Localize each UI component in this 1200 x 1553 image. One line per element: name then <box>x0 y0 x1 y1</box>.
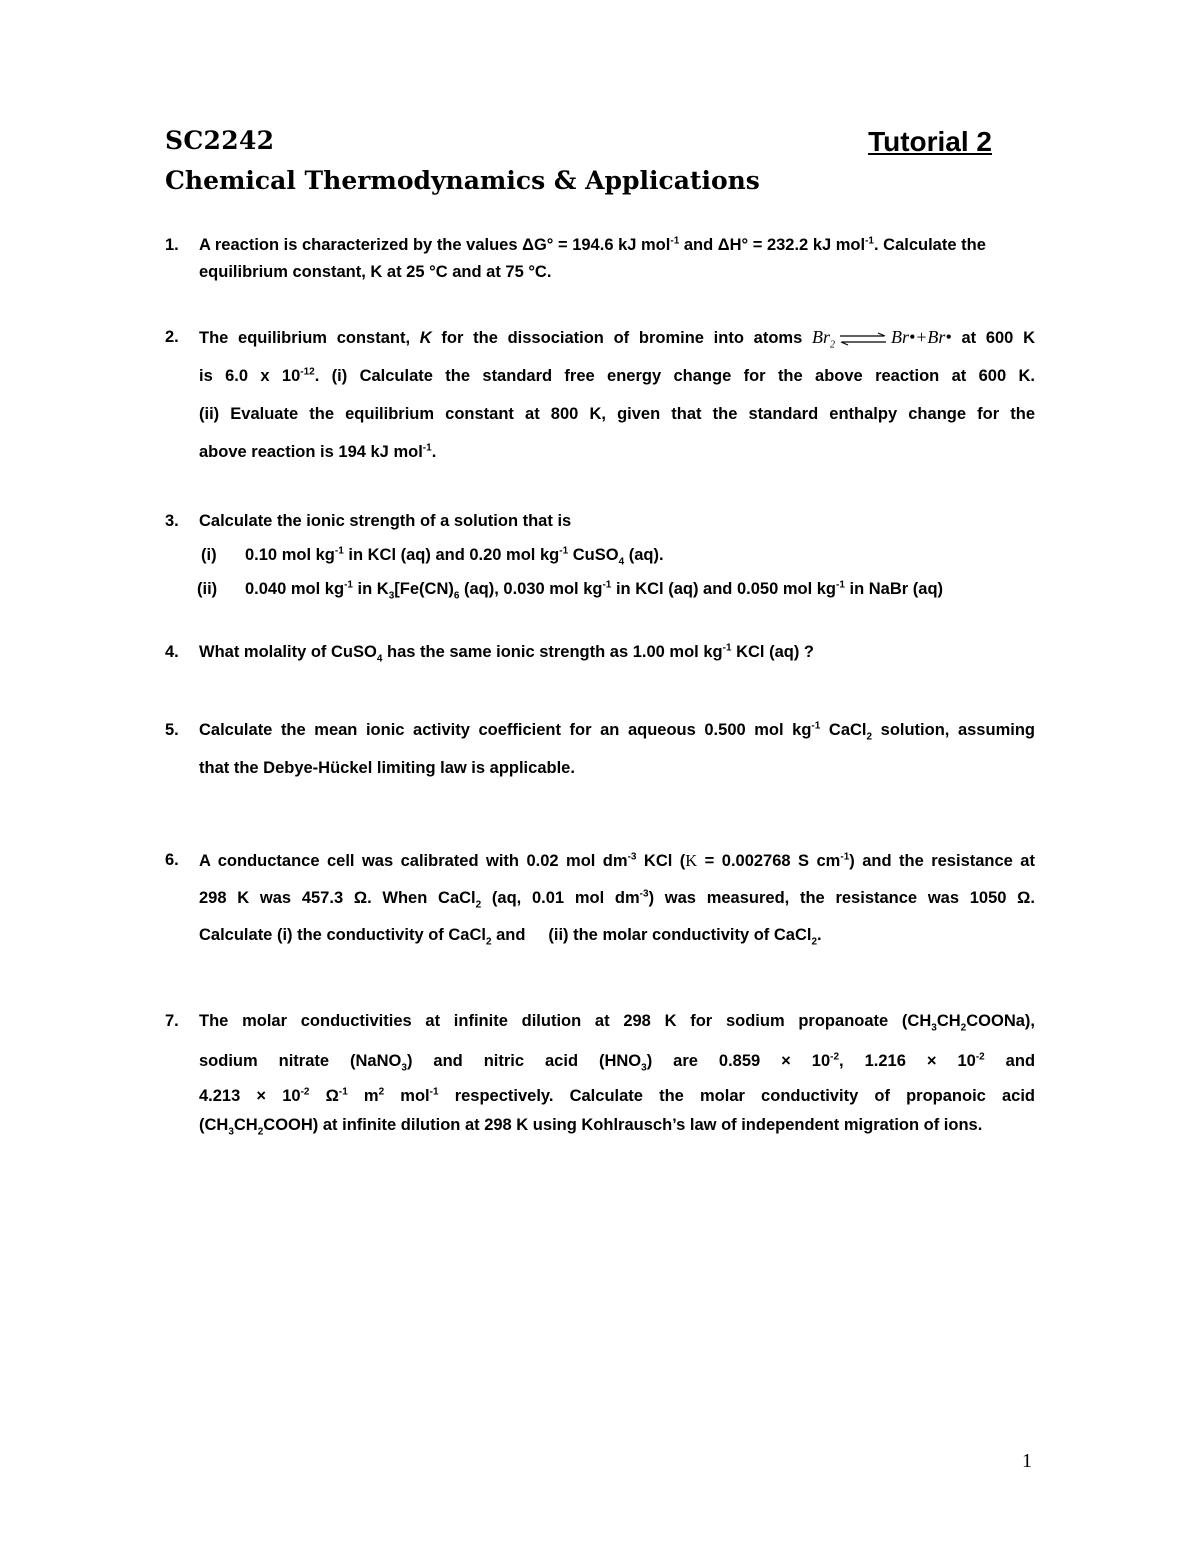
question-number: 2. <box>165 328 179 346</box>
question-2 <box>165 318 1035 471</box>
sub-item-ii <box>197 577 1035 601</box>
question-number: 4. <box>165 643 179 661</box>
course-code: SC2242 <box>165 126 275 155</box>
sub-item-label: (ii) <box>197 580 218 598</box>
question-text: The molar conductivities at infinite dilution at 298 K for sodium propanoate $(CH_3CH_2COONa)$, sodium nitrate (NaNO$_3$) and nitric acid $(HNO_3)$ are $0.859 \times 10^{-2}$, $1.216 \times 10^{-2}$ and $4.213 \times 10^{-2}$ $\Omega^{-1}$ $m^2$ mol$^{-1}$ respectively. Calculate the molar conductivity of propanoic acid $(CH_3CH_2COOH)$ at infinite dilution at 298 K using Kohlrausch’s law of independent migration of ions. <box>199 1012 1036 1138</box>
question-number: 3. <box>165 512 179 530</box>
sub-item-text: 0.10 mol $kg^{-1}$ in KCl (aq) and 0.20 mol $kg^{-1}$ CuSO$_4$ (aq). <box>245 545 664 568</box>
question-number: 5. <box>165 721 179 739</box>
question-number: 6. <box>165 851 179 869</box>
course-title: Chemical Thermodynamics & Applications <box>165 166 760 195</box>
question-text: A conductance cell was calibrated with 0.02 mol $dm^{-3}$ KCl (K = 0.002768 S $cm^{-1}$) and the resistance at 298 K was 457.3 Ω. When CaCl$_2$ (aq, 0.01 mol $dm^{-3}$) was measured, the resistance was 1050 Ω. Calculate (i) the conductivity of CaCl$_2$ and (ii) the molar conductivity of CaCl$_2$. <box>199 851 1035 948</box>
question-text: What molality of CuSO$_4$ has the same ionic strength as 1.00 mol $kg^{-1}$ KCl (aq) ? <box>199 642 815 665</box>
question-text: A reaction is characterized by the values ΔG° = 194.6 kJ mol$^{-1}$ and ΔH° = 232.2 kJ mol$^{-1}$. Calculate the equilibrium constant, K at 25 °C and at 75 °C. <box>199 235 986 281</box>
question-text: The equilibrium constant, K for the dissociation of bromine into atoms $Br_2$ Br•+Br• at 600 K is 6.0 x $10^{-12}$. (i) Calculate the standard free energy change for the above reaction at 600 K. (ii) Evaluate the equilibrium constant at 800 K, given that the standard enthalpy change for the above reaction is 194 kJ mol$^{-1}$. <box>199 327 1035 461</box>
question-5 <box>165 711 1035 787</box>
question-3 <box>165 509 1035 601</box>
question-1 <box>165 232 1035 286</box>
tutorial-title: Tutorial 2 <box>868 126 992 157</box>
sub-item-label: (i) <box>201 546 217 564</box>
question-text: Calculate the mean ionic activity coefficient for an aqueous 0.500 mol $kg^{-1}$ CaCl$_2$ solution, assuming that the Debye-Hückel limiting law is applicable. <box>199 720 1035 777</box>
sub-item-text: 0.040 mol $kg^{-1}$ in $K_3[Fe(CN)_6$ (aq), 0.030 mol $kg^{-1}$ in KCl (aq) and 0.050 mol $kg^{-1}$ in NaBr (aq) <box>245 579 944 602</box>
question-number: 1. <box>165 236 179 254</box>
sub-item-i <box>201 543 1035 567</box>
question-number: 7. <box>165 1012 179 1030</box>
question-7 <box>165 1001 1035 1139</box>
question-4 <box>165 640 1035 664</box>
question-6 <box>165 842 1035 954</box>
reaction-equation: $Br_2$ Br•+Br• <box>811 327 952 351</box>
equilibrium-arrow-icon <box>839 332 887 346</box>
question-intro: Calculate the ionic strength of a solution that is <box>199 512 572 530</box>
page-number: 1 <box>1022 1450 1032 1472</box>
